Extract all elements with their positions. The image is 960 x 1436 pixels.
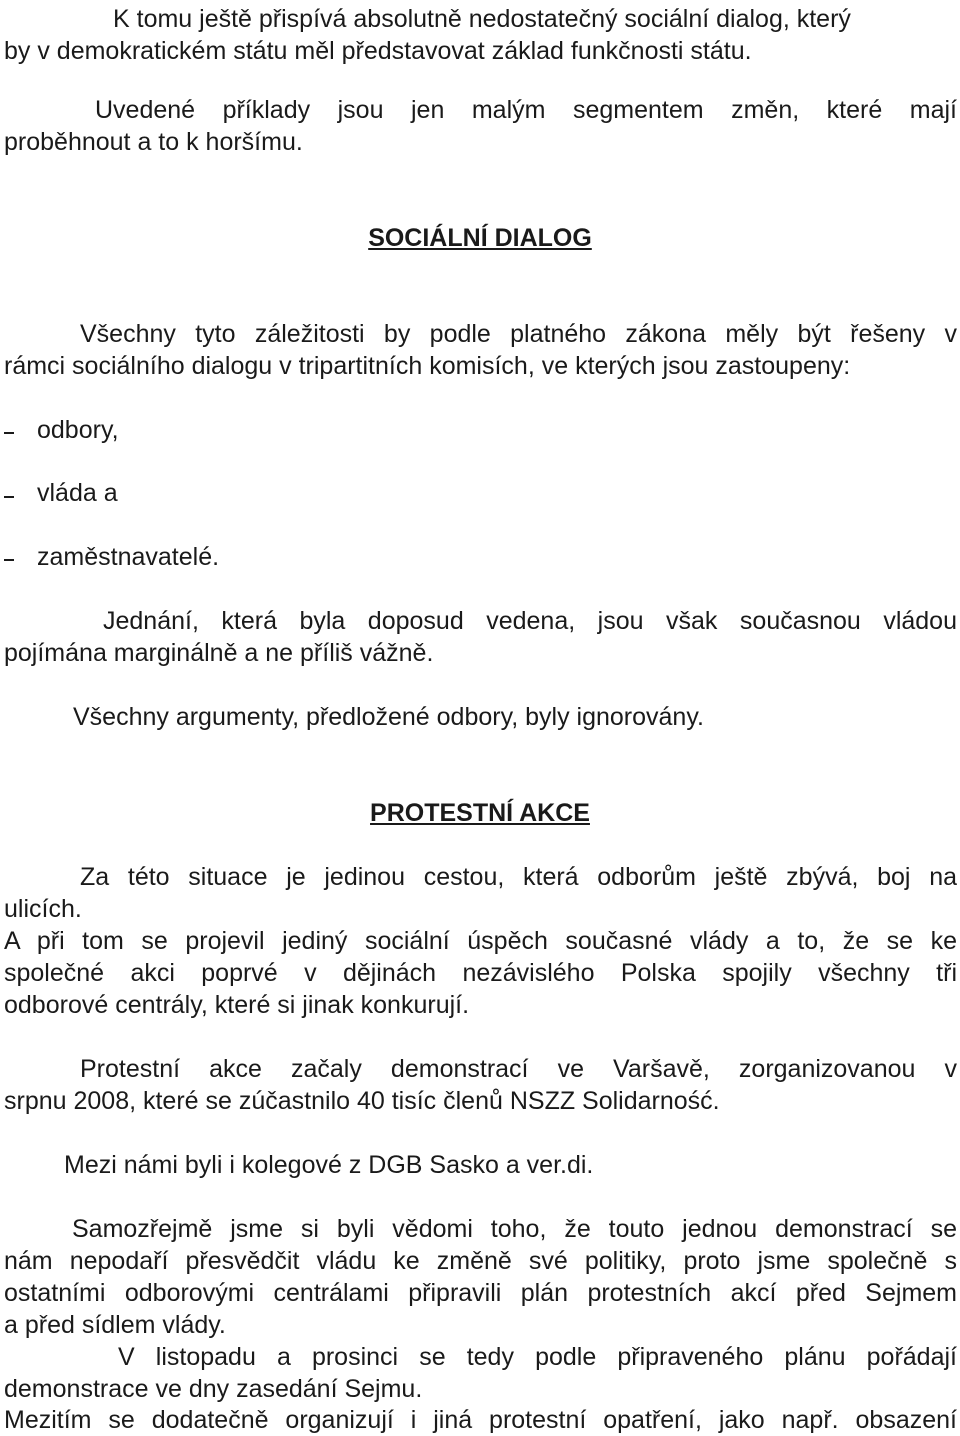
- paragraph-line: společné akci poprvé v dějinách nezávislého Polska spojily všechny tři: [4, 959, 957, 987]
- dash-bullet-icon: [4, 559, 14, 561]
- paragraph-line: ulicích.: [4, 895, 82, 923]
- section-heading-protest-actions: PROTESTNÍ AKCE: [370, 799, 590, 827]
- paragraph-line: a před sídlem vlády.: [4, 1311, 226, 1339]
- paragraph-line: V listopadu a prosinci se tedy podle připraveného plánu pořádají: [118, 1343, 957, 1371]
- paragraph-line: Mezi námi byli i kolegové z DGB Sasko a ver.di.: [64, 1151, 594, 1179]
- paragraph-line: pojímána marginálně a ne příliš vážně.: [4, 639, 434, 667]
- paragraph-line: Mezitím se dodatečně organizují i jiná protestní opatření, jako např. obsazení: [4, 1406, 957, 1434]
- paragraph-line: odborové centrály, které si jinak konkurují.: [4, 991, 470, 1019]
- paragraph-line: rámci sociálního dialogu v tripartitních komisích, ve kterých jsou zastoupeny:: [4, 352, 851, 380]
- paragraph-line: Protestní akce začaly demonstrací ve Varšavě, zorganizovanou v: [80, 1055, 957, 1083]
- paragraph-line: proběhnout a to k horšímu.: [4, 128, 303, 156]
- paragraph-line: Všechny tyto záležitosti by podle platného zákona měly být řešeny v: [80, 320, 957, 348]
- list-item: zaměstnavatelé.: [37, 543, 220, 571]
- paragraph-line: Samozřejmě jsme si byli vědomi toho, že touto jednou demonstrací se: [72, 1215, 957, 1243]
- paragraph-line: ostatními odborovými centrálami připravili plán protestních akcí před Sejmem: [4, 1279, 957, 1307]
- list-item: odbory,: [37, 416, 119, 444]
- paragraph-line: A při tom se projevil jediný sociální úspěch současné vlády a to, že se ke: [4, 927, 957, 955]
- paragraph-line: Jednání, která byla doposud vedena, jsou však současnou vládou: [103, 607, 957, 635]
- paragraph-line: Uvedené příklady jsou jen malým segmentem změn, které mají: [95, 96, 957, 124]
- paragraph-line: srpnu 2008, které se zúčastnilo 40 tisíc členů NSZZ Solidarność.: [4, 1087, 720, 1115]
- dash-bullet-icon: [4, 496, 14, 498]
- section-heading-social-dialog: SOCIÁLNÍ DIALOG: [368, 224, 592, 252]
- paragraph-line: by v demokratickém státu měl představovat základ funkčnosti státu.: [4, 37, 752, 65]
- paragraph-line: Za této situace je jedinou cestou, která odborům ještě zbývá, boj na: [80, 863, 957, 891]
- paragraph-line: nám nepodaří přesvědčit vládu ke změně své politiky, proto jsme společně s: [4, 1247, 957, 1275]
- paragraph-line: Všechny argumenty, předložené odbory, byly ignorovány.: [73, 703, 704, 731]
- list-item: vláda a: [37, 479, 118, 507]
- paragraph-line: demonstrace ve dny zasedání Sejmu.: [4, 1375, 423, 1403]
- paragraph-line: K tomu ještě přispívá absolutně nedostatečný sociální dialog, který: [113, 5, 851, 33]
- dash-bullet-icon: [4, 432, 14, 434]
